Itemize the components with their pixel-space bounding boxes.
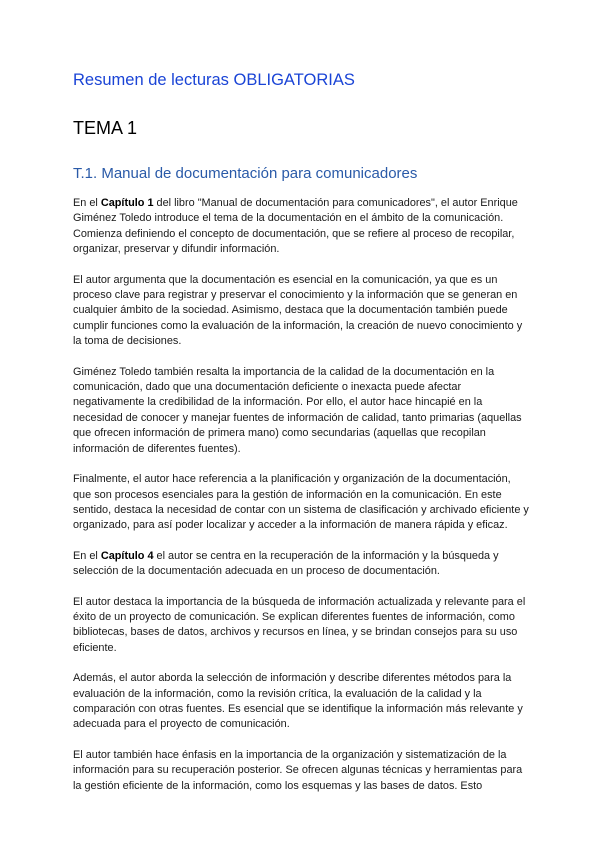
paragraph-1 (73, 196, 530, 258)
paragraph-1-prefix: En el (73, 197, 101, 209)
paragraph-5-text: el autor se centra en la recuperación de la información y la búsqueda y selección de la documentación adecuada en un proceso de documentación. (73, 549, 499, 578)
tema-heading: TEMA 1 (73, 118, 138, 138)
paragraph-5-prefix: En el (73, 549, 101, 562)
paragraph-6: El autor destaca la importancia de la búsqueda de información actualizada y relevante para el éxito de un proyecto de comunicación. Se explican diferentes fuentes de información, como bibliotecas, bases de datos, archivos y recursos en línea, y se brindan consejos para su uso eficiente. (73, 595, 526, 654)
paragraph-7: Además, el autor aborda la selección de información y describe diferentes métodos para la evaluación de la información, como la revisión crítica, la evaluación de la calidad y la comparación con otras fuentes. Es esencial que se identifique la información más relevante y adecuada para el proyecto de comunicación. (73, 672, 523, 731)
paragraph-3: Giménez Toledo también resalta la importancia de la calidad de la documentación en la comunicación, dado que una documentación deficiente o inexacta puede afectar negativamente la credibilidad de la información. Por ello, el autor hace hincapié en la necesidad de conocer y manejar fuentes de información de calidad, tanto primarias (aquellas que ofrecen información de primera mano) como secundarias (aquellas que recopilan información de diferentes fuentes). (73, 365, 522, 455)
paragraph-4: Finalmente, el autor hace referencia a la planificación y organización de la documentación, que son procesos esenciales para la gestión de información en la comunicación. En este sentido, destaca la necesidad de contar con un sistema de clasificación y archivado eficiente y organizado, para así poder localizar y acceder a la información de manera rápida y eficaz. (73, 473, 529, 532)
document-title: Resumen de lecturas OBLIGATORIAS (73, 71, 355, 89)
section-title: T.1. Manual de documentación para comunicadores (73, 165, 418, 182)
paragraph-1-text: del libro "Manual de documentación para comunicadores", el autor Enrique Giménez Toledo introduce el tema de la documentación en el ámbito de la comunicación. Comienza definiendo el concepto de documentación, que se refiere al proceso de recopilar, organizar, preservar y difundir información. (73, 197, 518, 256)
paragraph-8: El autor también hace énfasis en la importancia de la organización y sistematización de la información para su recuperación posterior. Se ofrecen algunas técnicas y herramientas para la gestión eficiente de la información, como los esquemas y las bases de datos. Esto (73, 748, 523, 792)
chapter-4-label: Capítulo 4 (100, 549, 154, 562)
paragraph-5 (73, 549, 530, 580)
chapter-1-label: Capítulo 1 (100, 197, 154, 209)
paragraph-2: El autor argumenta que la documentación es esencial en la comunicación, ya que es un proceso clave para registrar y preservar el conocimiento y la información que se generan en cualquier ámbito de la sociedad. Asimismo, destaca que la documentación también puede cumplir funciones como la evaluación de la información, la creación de nuevo conocimiento y la toma de decisiones. (73, 273, 523, 348)
